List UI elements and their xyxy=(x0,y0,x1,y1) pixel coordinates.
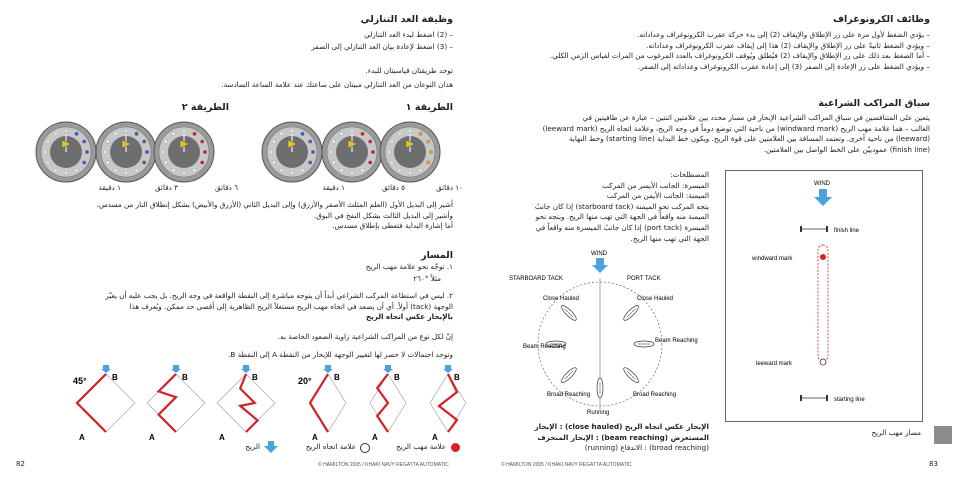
terms-line-4: الميمنة منه واقعاً في الجهة التي تهب منها الريح. ويتجه نحو xyxy=(535,212,709,222)
legend xyxy=(210,442,460,456)
boat-icon xyxy=(622,366,640,384)
running-label: Running xyxy=(587,410,610,416)
point-a-label: A xyxy=(219,433,225,442)
course-svg xyxy=(726,171,922,421)
countdown-dial xyxy=(36,122,96,182)
chrono-item-2: – ويؤدي الضغط ثانيةً على زر الإطلاق والإيقاف (2) هذا إلى إيقاف عقرب الكرونوغراف وعداداته. xyxy=(646,40,930,50)
flags-line-2: وأشير إلى البديل الثالث بشكل النفخ في البوق. xyxy=(314,210,453,220)
regatta-title: سباق المراكب الشراعية xyxy=(818,98,930,109)
leeward-mark-circle xyxy=(360,443,370,453)
footer-right: © HAMILTON 2005 / KHAKI NAVY REGATTA AUTOMATIC xyxy=(501,462,632,468)
point-b-label: B xyxy=(182,373,188,382)
boat-icon xyxy=(634,341,654,347)
terms-line-6: الجهة التي تهب منها الريح. xyxy=(630,233,709,243)
chrono-item-1: – يؤدي الضغط لأول مرة على زر الإطلاق والإيقاف (2) إلى بدء حركة عقرب الكرونوغراف وعداداته. xyxy=(637,30,930,39)
boat-icon xyxy=(560,366,578,384)
page-number-right: 83 xyxy=(929,460,938,468)
wind-arrow-icon xyxy=(101,365,111,373)
countdown-dial xyxy=(262,122,322,182)
terms-line-5: الميسرة (port tack) إذا كان جانبُ الميسرة منه واقعاً في xyxy=(535,222,709,232)
broad-reaching-label-left: Broad Reaching xyxy=(547,392,591,398)
point-a-label: A xyxy=(312,433,318,442)
points-of-sail-diagram xyxy=(507,251,707,416)
legend-wind: الريح xyxy=(245,442,260,451)
route-item-2-line-3: بالإبحار عكس اتجاه الريح xyxy=(365,312,453,322)
point-a-label: A xyxy=(79,433,85,442)
beam-reaching-label-left: Beam Reaching xyxy=(523,344,566,350)
countdown-dial xyxy=(154,122,214,182)
footer-left: © HAMILTON 2005 / KHAKI NAVY REGATTA AUTOMATIC xyxy=(318,462,449,468)
regatta-line-3: (leeward) من ناحية أخرى. وتعتمد المسافة بين العلامتين على قوة الريح. ويكون خط البداية (starting line) وخط النهاية xyxy=(568,134,930,144)
finish-buoy-a xyxy=(800,226,802,232)
dial-label-row xyxy=(48,183,463,193)
windward-mark-label: windward mark xyxy=(752,256,793,262)
method-1-title: الطريقة ١ xyxy=(405,102,453,113)
windward-mark-dot xyxy=(820,254,826,260)
course-caption: مسار مهب الريح xyxy=(871,428,921,437)
broad-reaching-label-right: Broad Reaching xyxy=(633,392,677,398)
sailing-terms xyxy=(501,422,709,454)
chrono-title: وظائف الكرونوغراف xyxy=(833,14,930,25)
wind-arrow-icon xyxy=(383,365,393,373)
terms-line-2: الميمنة: الجانب الأيمن من المركب xyxy=(606,191,709,201)
close-hauled-label-right: Close Hauled xyxy=(637,296,674,302)
tack-diagram xyxy=(430,365,466,442)
point-a-label: A xyxy=(149,433,155,442)
close-hauled-label-left: Close Hauled xyxy=(543,296,580,302)
course-wind-label: WIND xyxy=(814,181,830,187)
boat-icon xyxy=(597,378,603,398)
point-b-label: B xyxy=(252,373,258,382)
point-a-label: A xyxy=(372,433,378,442)
finish-buoy-b xyxy=(826,226,828,232)
terms-block xyxy=(501,170,709,244)
course-diagram xyxy=(725,170,923,422)
method-2-title: الطريقة ٢ xyxy=(181,102,229,113)
sailing-terms-line-3: (broad reaching) : الاندفاع (running) xyxy=(584,443,709,453)
dial-label-1min-a: ١ دقيقة xyxy=(322,183,345,192)
legend-wind-direction: علامة اتجاه الريح xyxy=(305,442,356,451)
route-title: المسار xyxy=(421,250,453,261)
regatta-line-2: الغالب – هما علامة مهب الريح (windward mark) من ناحية التي توضع دوماً في وجه الريح، وعلامة اتجاه الريح (leeward mark) xyxy=(542,123,930,133)
terms-line-3: يتجه المركب نحو الميمنة (starboard tack) إذا كان جانبُ xyxy=(534,201,709,211)
tack-diagram xyxy=(310,365,346,442)
regatta-paragraph xyxy=(490,113,930,155)
gray-page-tab xyxy=(934,426,952,444)
dial-label-10min: ١٠ دقائق xyxy=(436,183,463,192)
legend-windward: علامة مهب الريح xyxy=(396,442,446,451)
point-b-label: B xyxy=(334,373,340,382)
beam-reaching-label-right: Beam Reaching xyxy=(655,338,698,344)
diagram-wind-label: WIND xyxy=(591,251,607,257)
dial-label-5min: ٥ دقائق xyxy=(382,183,405,192)
wind-arrow-icon xyxy=(443,365,453,373)
chrono-item-4: – ويؤدي الضغط على زر الإعادة إلى الصفر (3) إلى إعادة عقرب الكرونوغراف وعداداته إلى الصفر. xyxy=(638,61,930,71)
regatta-line-1: يتعين على المتنافسين في سباق المراكب الشراعية الإبحار في مسار محدد بين علامتين اثنتين – عبارة عن طافيتين في xyxy=(582,113,930,122)
wind-arrow-icon xyxy=(241,365,251,373)
flags-line-1: أشير إلى البديل الأول (العلم المثلث الأصفر والأزرق) وإلى البديل الثاني (الأزرق والأبيض) بشكل إنطلاق النار من مسدس، xyxy=(96,200,453,209)
route-item-2-line-1: ٢. ليس في استطاعة المركب الشراعي أبداً أن يتوجه مباشرة إلى النقطة الواقعة في وجه الريح. بل يجب عليه أن يغيّر xyxy=(105,291,453,300)
start-buoy-b xyxy=(826,395,828,401)
countdown-title: وظيفة العد التنازلي xyxy=(360,14,453,25)
starting-line-label: starting line xyxy=(834,397,865,403)
page-number-left: 82 xyxy=(16,460,25,468)
tack-diagram xyxy=(147,365,205,442)
six-oclock-text: هذان النوعان من العد التنازلي مبينان على ساعتك عند علامة الساعة السادسة. xyxy=(221,80,453,89)
wind-arrow-icon xyxy=(264,441,278,453)
countdown-dial xyxy=(96,122,156,182)
dial-label-3min: ٣ دقائق xyxy=(155,183,178,192)
wind-arrow-icon xyxy=(171,365,181,373)
flags-paragraph xyxy=(33,200,453,232)
terms-title: المصطلحات: xyxy=(670,170,709,179)
flags-line-3: أما إشارة البداية فتعطى بإطلاق مسدس. xyxy=(332,221,453,231)
chrono-items xyxy=(490,30,930,72)
tack-diagram xyxy=(370,365,406,442)
route-item-3: إنّ لكل نوع من المراكب الشراعية زاوية الصعود الخاصة به. xyxy=(277,332,453,341)
dial-label-6min: ٦ دقائق xyxy=(215,183,238,192)
route-item-1b: مثلاً °٢٦٠ xyxy=(413,274,441,283)
tack-diagrams xyxy=(66,364,466,444)
point-b-label: B xyxy=(112,373,118,382)
tack-diagram xyxy=(217,365,275,442)
wind-arrow-icon xyxy=(592,258,608,273)
course-loop xyxy=(818,245,828,361)
route-item-1: ١. توجّه نحو علامة مهب الريح xyxy=(365,262,453,271)
port-tack-label: PORT TACK xyxy=(627,276,661,282)
point-b-label: B xyxy=(454,373,460,382)
route-item-4: وتوجد احتمالات لا حصر لها لتغيير الوجهة للإبحار من النقطة A إلى النقطة B. xyxy=(228,350,453,359)
countdown-dials xyxy=(44,120,464,185)
angle-45-label: 45° xyxy=(73,376,87,386)
boat-icon xyxy=(560,304,578,322)
terms-line-1: الميسرة: الجانب الأيسر من المركب xyxy=(602,180,709,190)
leeward-mark-circle xyxy=(820,359,826,365)
route-item-2-line-2: الوجهة (tack) أولاً. أي أن يصعد في اتجاه مهب الريح مستغلاً الريح الظاهرية إلى أقصى حد ممكن. ويُعرف هذا xyxy=(129,301,453,311)
countdown-dial xyxy=(380,122,440,182)
leeward-mark-label: leeward mark xyxy=(756,361,793,367)
chrono-item-3: – أما الضغط بعد ذلك على زر الإطلاق والإيقاف (2) فيُطلق ويُوقف الكرونوغراف بالعدد المرغوب من المرات لقياس الزمن الكلي. xyxy=(549,51,930,61)
dial-label-1min-b: ١ دقيقة xyxy=(98,183,121,192)
sailing-terms-line-1: الإبحار عكس اتجاه الريح (close hauled) : الإبحار xyxy=(534,422,709,431)
regatta-line-4: (finish line) عمودييّن على الخط الواصل بين العلامتين. xyxy=(763,144,930,154)
sailing-terms-line-2: المستعرض (beam reaching) : الإبحار المنحرف xyxy=(537,432,709,442)
route-item-2 xyxy=(23,291,453,323)
countdown-item-1: – (2) اضغط لبدء العد التنازلي xyxy=(364,30,453,39)
point-a-label: A xyxy=(432,433,438,442)
windward-mark-dot xyxy=(451,443,460,452)
countdown-item-2: – (3) اضغط لإعادة بيان العد التنازلي إلى الصفر xyxy=(311,42,453,51)
starboard-tack-label: STARBOARD TACK xyxy=(509,276,564,282)
start-buoy-a xyxy=(800,395,802,401)
point-b-label: B xyxy=(394,373,400,382)
start-methods-text: توجد طريقتان قياسيتان للبدء. xyxy=(365,66,453,75)
boat-icon xyxy=(622,304,640,322)
angle-20-label: 20° xyxy=(298,376,312,386)
countdown-dial xyxy=(322,122,382,182)
right-page xyxy=(477,0,954,478)
wind-arrow-icon xyxy=(323,365,333,373)
finish-line-label: finish line xyxy=(834,228,860,234)
course-wind-arrow-icon xyxy=(814,189,832,206)
